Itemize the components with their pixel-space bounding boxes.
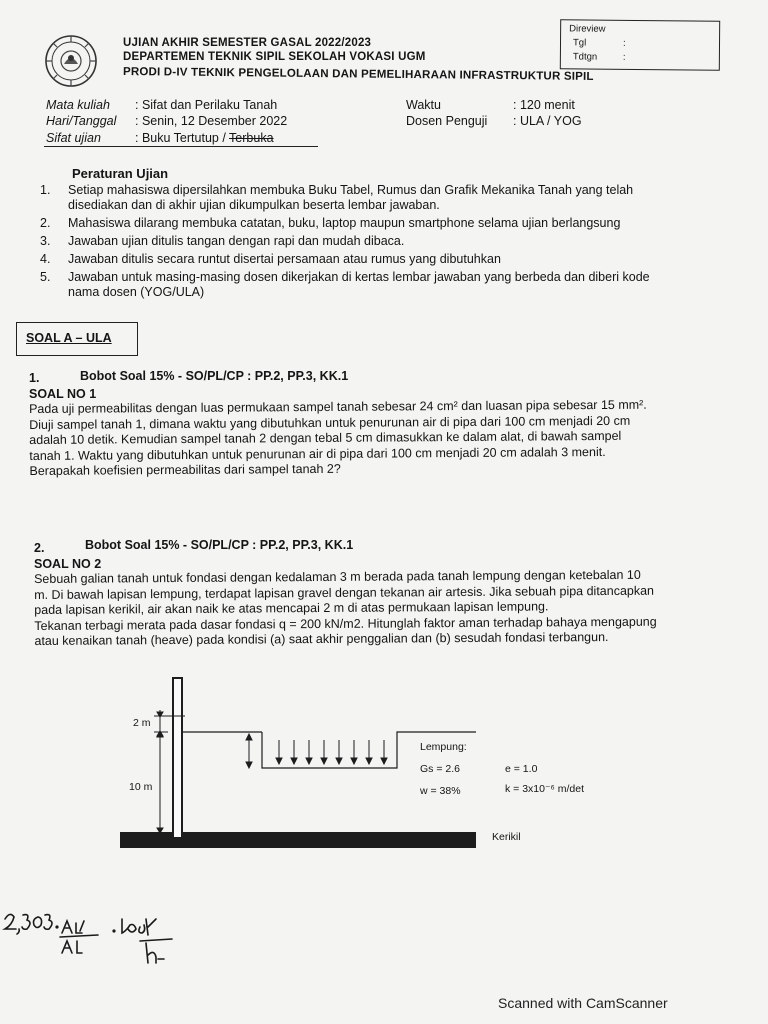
q2-weight: Bobot Soal 15% - SO/PL/CP : PP.2, PP.3, KK.1 xyxy=(85,538,354,552)
meta-lecturer-label: Dosen Penguji xyxy=(406,114,488,128)
q1-line: Pada uji permeabilitas dengan luas permukaan sampel tanah sebesar 24 cm² dan luasan pipa sebesar 15 mm². xyxy=(29,397,647,416)
clay-gs: Gs = 2.6 xyxy=(420,763,460,775)
rule-text: Jawaban ujian ditulis tangan dengan rapi dan mudah dibaca. xyxy=(68,234,405,248)
q2-body xyxy=(34,567,745,649)
review-tgl-colon: : xyxy=(622,37,626,49)
rule-text: nama dosen (YOG/ULA) xyxy=(68,285,205,299)
clay-k: k = 3x10⁻⁶ m/det xyxy=(505,783,585,795)
header-line-2: DEPARTEMEN TEKNIK SIPIL SEKOLAH VOKASI UGM xyxy=(123,51,426,63)
university-seal xyxy=(44,34,98,88)
review-title: Direview xyxy=(569,23,606,35)
rule-text: Setiap mahasiswa dipersilahkan membuka Buku Tabel, Rumus dan Grafik Mekanika Tanah yang telah xyxy=(68,183,634,197)
dim-10m-label: 10 m xyxy=(129,781,153,793)
meta-lecturer-value: : ULA / YOG xyxy=(513,114,582,128)
header-line-3: PRODI D-IV TEKNIK PENGELOLAAN DAN PEMELIHARAAN INFRASTRUKTUR SIPIL xyxy=(122,66,594,83)
q2-line: Tekanan terbagi merata pada dasar fondasi q = 200 kN/m2. Hitunglah faktor aman terhadap bahaya mengapung xyxy=(34,614,657,633)
meta-time-value: : 120 menit xyxy=(513,98,575,112)
rule-number: 4. xyxy=(40,252,51,266)
meta-date-label: Hari/Tanggal xyxy=(46,114,117,128)
review-box xyxy=(560,19,720,70)
q2-title: SOAL NO 2 xyxy=(34,557,102,571)
rule-item xyxy=(40,216,740,231)
meta-date-value: : Senin, 12 Desember 2022 xyxy=(135,114,288,128)
rules-list xyxy=(40,183,740,313)
q2-line: Sebuah galian tanah untuk fondasi dengan kedalaman 3 m berada pada tanah lempung dengan ketebalan 10 xyxy=(34,567,641,586)
section-label: SOAL A – ULA xyxy=(26,331,112,345)
q1-weight: Bobot Soal 15% - SO/PL/CP : PP.2, PP.3, KK.1 xyxy=(80,369,349,383)
rule-item xyxy=(40,183,740,213)
rule-item xyxy=(40,234,740,249)
q1-line: adalah 10 detik. Kemudian sampel tanah 2 dengan tebal 5 cm dimasukkan ke dalam alat, di bawah sampel xyxy=(29,428,622,447)
q1-line: Berapakah koefisien permeabilitas dari sampel tanah 2? xyxy=(29,461,341,478)
standpipe xyxy=(173,678,182,838)
dimension-10m xyxy=(157,732,163,833)
q2-line: pada lapisan kerikil, air akan naik ke atas mencapai 2 m di atas permukaan lapisan lempung. xyxy=(34,599,549,617)
rule-item xyxy=(40,252,740,267)
rule-text: Jawaban untuk masing-masing dosen dikerjakan di kertas lembar jawaban yang berbeda dan diberi kode xyxy=(68,270,650,284)
rules-title: Peraturan Ujian xyxy=(72,166,169,181)
rule-number: 5. xyxy=(40,270,51,284)
meta-type-label: Sifat ujian xyxy=(46,131,101,145)
clay-e: e = 1.0 xyxy=(505,763,538,775)
rule-number: 2. xyxy=(40,216,51,230)
q1-line: Diuji sampel tanah 1, dimana waktu yang dibutuhkan untuk penurunan air di pipa dari 100 cm menjadi 20 cm xyxy=(29,413,631,432)
review-tdtgn-colon: : xyxy=(622,51,626,63)
q2-number: 2. xyxy=(34,541,45,555)
footer-watermark: Scanned with CamScanner xyxy=(498,995,668,1011)
rule-text: Jawaban ditulis secara runtut disertai persamaan atau rumus yang dibutuhkan xyxy=(68,252,501,266)
meta-type-value xyxy=(135,131,274,145)
q2-line: atau kenaikan tanah (heave) pada kondisi (a) saat akhir penggalian dan (b) sesudah fondasi terbangun. xyxy=(34,629,609,648)
clay-w: w = 38% xyxy=(420,785,461,797)
meta-type-text: : Buku Tertutup / xyxy=(135,131,226,145)
handwritten-formula xyxy=(0,905,200,975)
rule-number: 1. xyxy=(40,183,51,197)
meta-type-struck: Terbuka xyxy=(229,131,274,145)
clay-title: Lempung: xyxy=(420,741,467,753)
rule-item xyxy=(40,270,740,300)
dim-2m-label: 2 m xyxy=(133,717,151,729)
meta-underline xyxy=(44,146,318,147)
review-tdtgn-label: Tdtgn xyxy=(572,51,598,63)
load-arrows xyxy=(276,740,387,764)
excavation-depth-arrow xyxy=(246,734,252,768)
meta-time-label: Waktu xyxy=(406,98,441,112)
rule-number: 3. xyxy=(40,234,51,248)
meta-course-label: Mata kuliah xyxy=(46,98,110,112)
rule-text: disediakan dan di akhir ujian dikumpulkan beserta lembar jawaban. xyxy=(68,198,440,212)
meta-course-value: : Sifat dan Perilaku Tanah xyxy=(135,98,278,112)
section-label-box xyxy=(16,322,138,356)
excavation-diagram xyxy=(0,670,768,870)
header-line-1: UJIAN AKHIR SEMESTER GASAL 2022/2023 xyxy=(123,37,372,49)
q1-body xyxy=(29,397,745,479)
q1-line: tanah 1. Waktu yang dibutuhkan untuk penurunan air di pipa dari 100 cm menjadi 20 cm adalah 3 menit. xyxy=(29,444,606,463)
rule-text: Mahasiswa dilarang membuka catatan, buku, laptop maupun smartphone selama ujian berlangsung xyxy=(68,216,621,230)
q1-title: SOAL NO 1 xyxy=(29,387,97,401)
review-tgl-label: Tgl xyxy=(572,37,587,49)
q1-number: 1. xyxy=(29,371,40,385)
q2-line: m. Di bawah lapisan lempung, terdapat lapisan gravel dengan tekanan air artesis. Jika sebuah pipa ditancapkan xyxy=(34,583,655,602)
gravel-label: Kerikil xyxy=(492,831,521,843)
